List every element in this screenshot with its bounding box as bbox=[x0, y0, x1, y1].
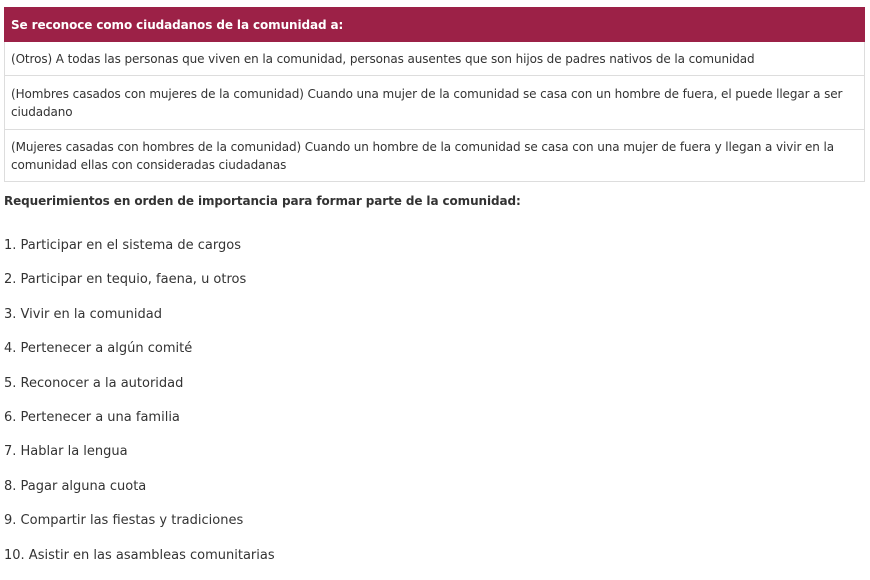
table-row bbox=[5, 76, 865, 130]
list-item: 4. Pertenecer a algún comité bbox=[4, 341, 193, 357]
list-item: 1. Participar en el sistema de cargos bbox=[4, 238, 241, 253]
list-item: 2. Participar en tequio, faena, u otros bbox=[4, 272, 247, 288]
table-row bbox=[5, 42, 865, 76]
table-header: Se reconoce como ciudadanos de la comunidad a: bbox=[5, 8, 865, 42]
table-header-row bbox=[5, 8, 865, 42]
table-row bbox=[5, 130, 865, 182]
list-item: 3. Vivir en la comunidad bbox=[4, 306, 162, 322]
list-item: 9. Compartir las fiestas y tradiciones bbox=[4, 513, 244, 529]
requirements-heading: Requerimientos en orden de importancia para formar parte de la comunidad: bbox=[4, 194, 521, 208]
table-cell-mujeres-casadas: (Mujeres casadas con hombres de la comunidad) Cuando un hombre de la comunidad se casa con una mujer de fuera y llegan a vivir en la comunidad ellas con consideradas ciudadanas bbox=[5, 130, 865, 182]
list-item: 7. Hablar la lengua bbox=[4, 444, 128, 460]
table-cell-otros: (Otros) A todas las personas que viven en la comunidad, personas ausentes que son hijos de padres nativos de la comunidad bbox=[5, 42, 865, 76]
list-item: 10. Asistir en las asambleas comunitarias bbox=[4, 547, 275, 563]
list-item: 8. Pagar alguna cuota bbox=[4, 478, 147, 494]
list-item: 6. Pertenecer a una familia bbox=[4, 409, 180, 425]
table-cell-hombres-casados: (Hombres casados con mujeres de la comunidad) Cuando una mujer de la comunidad se casa con un hombre de fuera, el puede llegar a ser ciudadano bbox=[5, 76, 865, 130]
list-item: 5. Reconocer a la autoridad bbox=[4, 375, 184, 391]
citizens-table bbox=[4, 7, 865, 182]
requirements-list bbox=[4, 236, 275, 580]
